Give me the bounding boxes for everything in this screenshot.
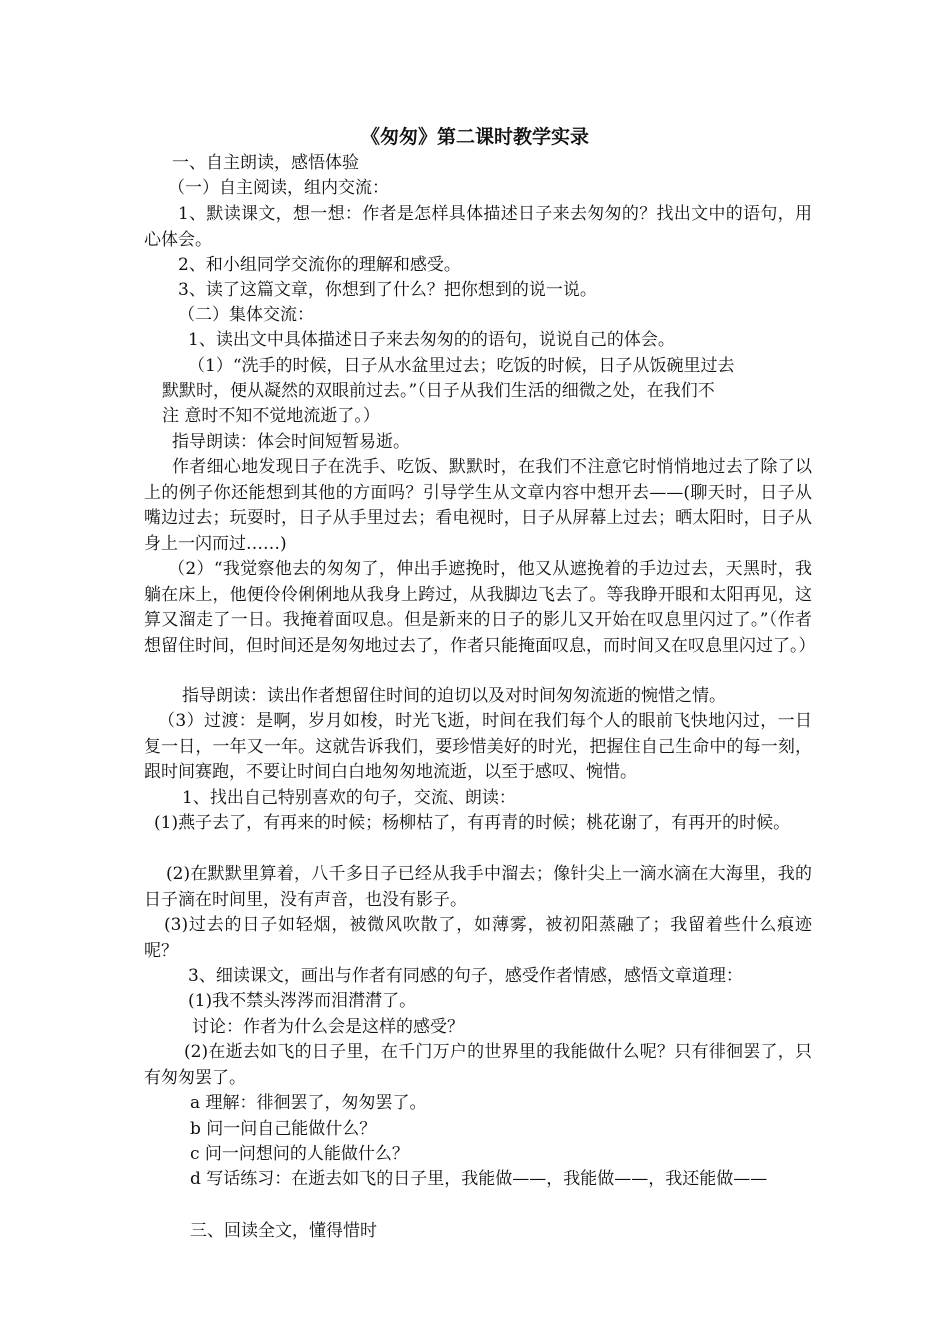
transition-paragraph: （3）过渡：是啊，岁月如梭，时光飞逝，时间在我们每个人的眼前飞快地闪过，一日复一日，一年又一年。这就告诉我们，要珍惜美好的时光，把握住自己生命中的每一刻，跟时间赛跑，不要让时间白白地匆匆地流逝，以至于感叹、惋惜。	[144, 711, 812, 783]
document-title: 《匆匆》第二课时教学实录	[360, 126, 589, 148]
sub-item-b: b 问一问自己能做什么？	[190, 1119, 377, 1139]
reading-guide-2: 指导朗读：读出作者想留住时间的迫切以及对时间匆匆流逝的惋惜之情。	[182, 686, 726, 706]
quote-1-line-1: （1）“洗手的时候，日子从水盆里过去；吃饭的时候，日子从饭碗里过去	[188, 356, 735, 376]
favorite-sentence-1: (1)燕子去了，有再来的时候；杨柳枯了，有再青的时候；桃花谢了，有再开的时候。	[154, 813, 791, 833]
discussion-paragraph-1: 作者细心地发现日子在洗手、吃饭、默默时，在我们不注意它时悄悄地过去了除了以上的例子你还能想到其他的方面吗？引导学生从文章内容中想开去——(聊天时，日子从嘴边过去；玩耍时，日子从手里过去；看电视时，日子从屏幕上过去；晒太阳时，日子从身上一闪而过……)	[144, 457, 812, 554]
sub-item-d: d 写话练习：在逝去如飞的日子里，我能做——，我能做——，我还能做——	[190, 1169, 768, 1189]
quote-1-line-2: 默默时，便从凝然的双眼前过去。”（日子从我们生活的细微之处，在我们不	[162, 381, 715, 401]
close-reading-heading: 3、细读课文，画出与作者有同感的句子，感受作者情感，感悟文章道理：	[188, 966, 743, 986]
discussion-question: 讨论：作者为什么会是这样的感受？	[192, 1017, 464, 1037]
exchange-item-1: 1、读出文中具体描述日子来去匆匆的的语句，说说自己的体会。	[188, 330, 675, 350]
favorite-sentences-heading: 1、找出自己特别喜欢的句子，交流、朗读：	[182, 788, 516, 808]
quote-2-paragraph: （2）“我觉察他去的匆匆了，伸出手遮挽时，他又从遮挽着的手边过去，天黑时，我躺在床上，他便伶伶俐俐地从我身上跨过，从我脚边飞去了。等我睁开眼和太阳再见，这算又溜走了一日。我掩着面叹息。但是新来的日子的影儿又开始在叹息里闪过了。”（作者想留住时间，但时间还是匆匆地过去了，作者只能掩面叹息，而时间又在叹息里闪过了。）	[144, 559, 816, 656]
task-2: 2、和小组同学交流你的理解和感受。	[178, 255, 461, 275]
task-3: 3、读了这篇文章，你想到了什么？把你想到的说一说。	[178, 280, 597, 300]
subsection-heading-1: （一）自主阅读，组内交流：	[168, 178, 389, 198]
section-heading-3: 三、回读全文，懂得惜时	[190, 1221, 377, 1241]
sub-item-c: c 问一问想问的人能做什么？	[190, 1144, 409, 1164]
task-1: 1、默读课文，想一想：作者是怎样具体描述日子来去匆匆的？找出文中的语句，用心体会。	[144, 204, 812, 250]
close-reading-item-2: (2)在逝去如飞的日子里，在千门万户的世界里的我能做什么呢？只有徘徊罢了，只有匆匆罢了。	[144, 1042, 812, 1088]
sub-item-a: a 理解：徘徊罢了，匆匆罢了。	[190, 1093, 427, 1113]
quote-1-line-3: 注 意时不知不觉地流逝了。）	[162, 406, 380, 426]
favorite-sentence-3: (3)过去的日子如轻烟，被微风吹散了，如薄雾，被初阳蒸融了；我留着些什么痕迹呢？	[144, 915, 812, 961]
close-reading-item-1: (1)我不禁头涔涔而泪潸潸了。	[188, 991, 417, 1011]
section-heading-1: 一、自主朗读，感悟体验	[172, 153, 359, 173]
favorite-sentence-2: (2)在默默里算着，八千多日子已经从我手中溜去；像针尖上一滴水滴在大海里，我的日子滴在时间里，没有声音，也没有影子。	[144, 864, 812, 910]
subsection-heading-2: （二）集体交流：	[178, 305, 314, 325]
reading-guide-1: 指导朗读：体会时间短暂易逝。	[172, 432, 410, 452]
